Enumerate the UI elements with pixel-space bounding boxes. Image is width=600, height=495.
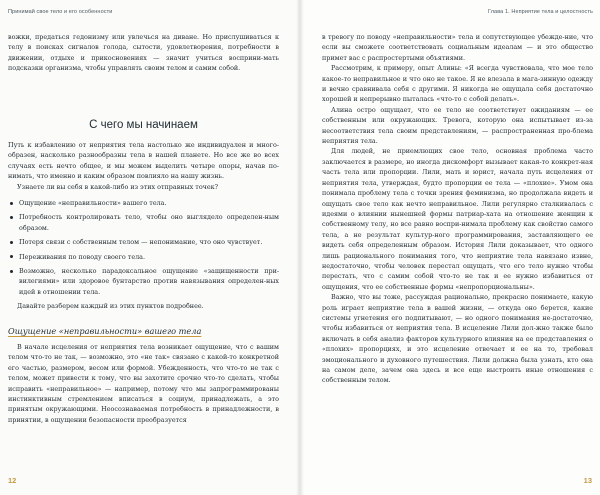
left-body	[8, 32, 279, 74]
bullet-dot-icon	[10, 255, 13, 258]
bullet-dot-icon	[10, 270, 13, 273]
section-paragraph-1: Путь к избавлению от неприятия тела настолько же индивидуален и много-образен, насколько разнообразны тела в нашей планете. Но все же во всех случаях есть нечто общее, и мы можем выделить четыре опоры, начав по-нимать, что именно и каким образом повлияло на нашу жизнь.	[8, 141, 279, 181]
right-paragraph-1: в тревогу по поводу «неправильности» тела и сопутствующее убежде-ние, что если вы сможете соответствовать социальным идеалам — и это общество примет вас с распростертыми объятиями.	[322, 33, 593, 62]
right-running-header: Глава 1. Неприятие тела и целостность	[487, 9, 593, 15]
section-paragraph-2: Узнаете ли вы себя в какой-либо из этих отправных точек?	[17, 182, 219, 191]
right-paragraph-2: Рассмотрим, к примеру, опыт Алины: «Я всегда чувствовала, что мое тело какое-то неправильное и что оно не такое. Я не влезала в мага-зинную одежду и вечно сравнивала себя с другими. Я никогда не ощущала себя достаточно хорошей и непрерывно пыталась «что-то с собой делать».	[322, 64, 593, 104]
right-paragraph-3: Алина остро ощущает, что ее тело не соответствует ожиданиям — ее собственным или окружающих. Тревога, которую она испытывает из-за несоответствия тела своим представлениям, — распространенная про-блема неприятия тела.	[322, 105, 593, 146]
section-title: С чего мы начинаем	[89, 119, 198, 131]
subsection-paragraph: В начале исцеления от неприятия тела возникает ощущение, что с вашим телом что-то не так, — возможно, это «не так» связано с какой-то конкретной его частью, размером, весом или формой. Убежденность, что что-то не так с телом, может привести к тому, что вы захотите срочно что-то сделать, чтобы исправить «неправильное» — например, потому что мы запрограммированы инстинктивным стремлением вписаться в социум, принадлежать, а это принятым окружающими. Неосознаваемая потребность в принадлежности, в принятии, в ощущении безопасности преобразуется	[8, 343, 279, 424]
left-subsection	[8, 326, 279, 425]
left-section	[8, 118, 279, 312]
bullet-dot-icon	[10, 241, 13, 244]
right-page-number: 13	[583, 476, 592, 485]
list-item: Возможно, несколько парадоксальное ощущение «защищенности при-вилегиями» или здоровое бунтарство против навязывания определен-ных идей в отношении тела.	[8, 266, 279, 297]
list-item: Ощущение «неправильности» вашего тела.	[8, 198, 279, 208]
left-running-header: Принимай свое тело и его особенности	[8, 9, 113, 15]
list-item: Потребность контролировать тело, чтобы оно выглядело определен-ным образом.	[8, 212, 279, 233]
starting-points-list	[8, 198, 279, 297]
right-body	[322, 32, 593, 386]
right-page	[300, 0, 600, 495]
bullet-dot-icon	[10, 202, 13, 205]
left-intro-paragraph: вожки, предаться гедонизму или увлечься на диване. Но прислушиваться к телу в поисках сигналов голода, сытости, удовлетворения, потребности в движении, отдыхе и прикосновениях — значит учиться восприни-мать подсказки организма, чтобы управлять своим телом и самим собой.	[8, 33, 279, 73]
right-paragraph-4: Для людей, не приемлющих свое тело, основная проблема часто заключается в размере, но иногда дискомфорт вызывает какая-то конкрет-ная часть тела или пропорции. Лили, мать и юрист, начала путь исцеления от неприятия тела, утверждая, будто пропорции ее тела — «плохие». Умом она понимала проблему тела с точки зрения феминизма, но продолжала видеть и ощущать свое тело как нечто неправильное. Лили регулярно сталкивалась с идеями о влиянии нынешней формы патриар-хата на отношение женщин к собственному телу, но все равно воспри-нимала проблему как свойство самого тела, а не результат культур-ного программирования, заставляющего ее видеть себя определенным образом. История Лили доказывает, что одного лишь рационального понимания того, что неприятие тела навязано извне, недостаточно, чтобы человек перестал ощущать, что его тело нужно чтобы перестать, что с самим собой что-то не так и ее нужно избавиться от ощущения, что ее собственные формы «непропорциональны».	[322, 147, 593, 291]
book-gutter-shadow	[296, 0, 304, 495]
left-page-number: 12	[8, 476, 17, 485]
section-paragraph-3: Давайте разберем каждый из этих пунктов подробнее.	[17, 302, 204, 311]
bullet-dot-icon	[10, 216, 13, 219]
subheading: Ощущение «неправильности» вашего тела	[8, 326, 202, 336]
list-item: Потеря связи с собственным телом — непонимание, что оно чувствует.	[8, 237, 279, 247]
right-paragraph-5: Важно, что вы тоже, рассуждая рационально, прекрасно понимаете, какую роль играет неприятие тела в вашей жизни, — откуда оно берется, какие системы угнетения его подпитывают, — но одного понимания не-достаточно, чтобы избавиться от неприятия тела. В исцеление Лили дол-жно также было включать в себя анализ факторов культурного влияния на ее представления о «плохих» пропорциях, и это исцеление отвечает и ее на то, требовал эмоционального и духовного путешествия. Лили должна была узнать, кто она на самом деле, зачем она здесь и все еще выстроить иные отношения с собственным телом.	[322, 293, 593, 385]
list-item: Переживания по поводу своего тела.	[8, 252, 279, 262]
